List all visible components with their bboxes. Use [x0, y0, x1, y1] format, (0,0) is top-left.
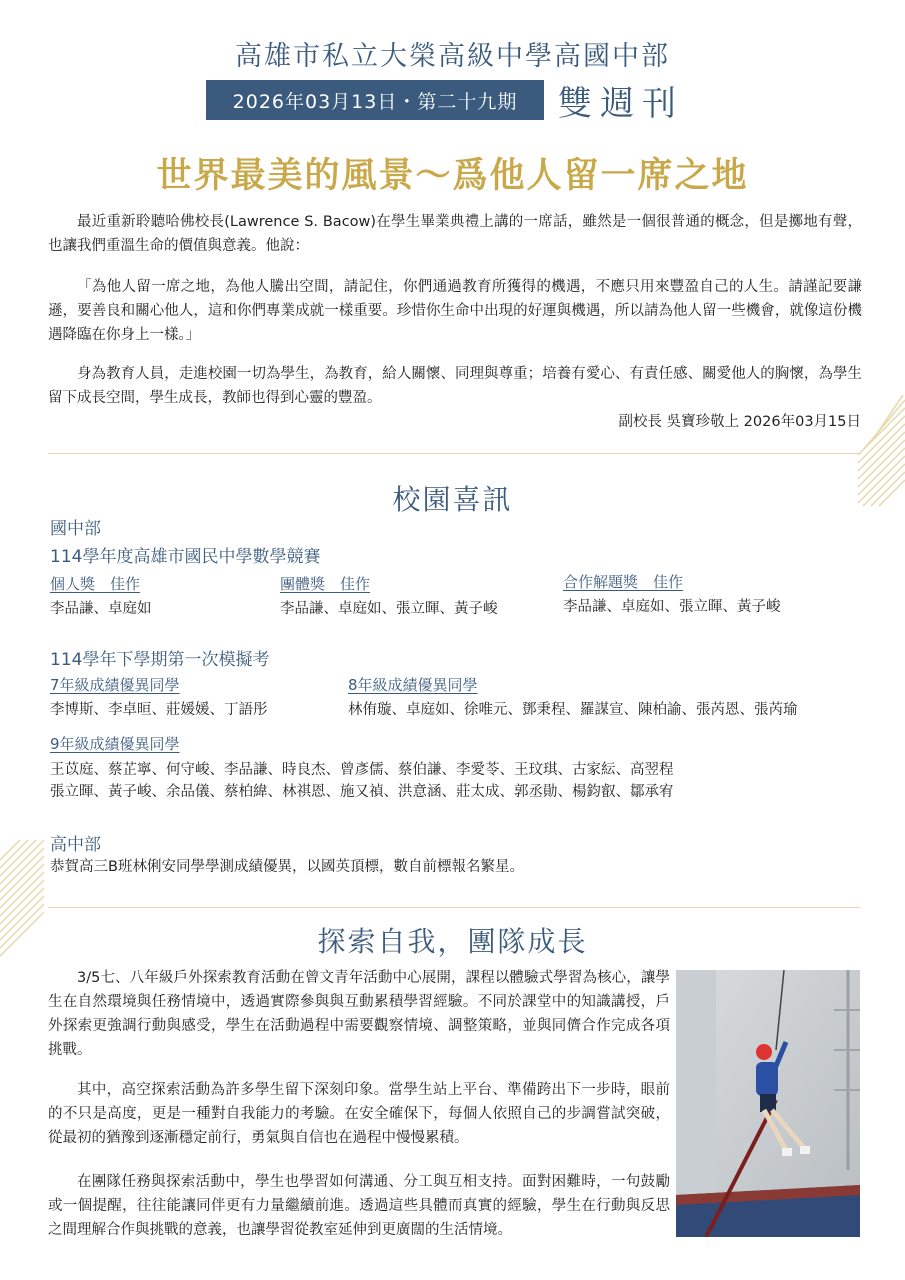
grade8-names: 林侑璇、卓庭如、徐唯元、鄧秉程、羅謀宣、陳柏諭、張芮恩、張芮瑜 — [348, 702, 798, 718]
issue-date-banner — [206, 80, 544, 120]
grade9-label: 9年級成績優異同學 — [50, 735, 180, 753]
issue-date: 2026年03月13日・第二十九期 — [232, 90, 518, 113]
section-divider — [48, 907, 860, 908]
award-individual-label: 個人獎 佳作 — [50, 575, 141, 593]
section-divider — [48, 453, 860, 454]
grade7-names: 李博斯、李卓晅、莊媛媛、丁語彤 — [50, 702, 268, 718]
editorial-signature: 副校長 吳寶珍敬上 2026年03月15日 — [618, 414, 861, 430]
editorial-quote: 「為他人留一席之地，為他人騰出空間，請記住，你們通過教育所獲得的機遇，不應只用來豐盈自己的人生。請謹記要謙遜，要善良和關心他人，這和你們專業成就一樣重要。珍惜你生命中出現的好運與機遇，所以請為他人留一些機會，就像這份機遇降臨在你身上一樣。」 — [48, 279, 862, 343]
feature-title: 探索自我，團隊成長 — [317, 925, 588, 958]
award-team-names: 李品謙、卓庭如、張立暉、黃子峻 — [280, 601, 498, 617]
grade7-label: 7年級成績優異同學 — [50, 676, 180, 694]
news-section-title: 校園喜訊 — [392, 483, 513, 516]
junior-high-label: 國中部 — [50, 519, 101, 539]
grade8-label: 8年級成績優異同學 — [348, 676, 478, 694]
high-ropes-photo — [676, 970, 860, 1237]
award-individual-names: 李品謙、卓庭如 — [50, 601, 152, 617]
editorial-title: 世界最美的風景～爲他人留一席之地 — [156, 155, 749, 196]
editorial-paragraph-1: 最近重新聆聽哈佛校長(Lawrence S. Bacow)在學生畢業典禮上講的一席話，雖然是一個很普通的概念，但是擲地有聲，也讓我們重溫生命的價值與意義。他說： — [48, 214, 862, 254]
school-name: 高雄市私立大榮高級中學高國中部 — [235, 41, 670, 72]
senior-high-label: 高中部 — [50, 835, 101, 855]
editorial-paragraph-3: 身為教育人員，走進校園一切為學生，為教育，給人關懷、同理與尊重；培養有愛心、有責任感、關愛他人的胸懷，為學生留下成長空間，學生成長，教師也得到心靈的豐盈。 — [48, 366, 862, 406]
feature-paragraph-2: 其中，高空探索活動為許多學生留下深刻印象。當學生站上平台、準備跨出下一步時，眼前的不只是高度，更是一種對自我能力的考驗。在安全確保下，每個人依照自己的步調嘗試突破，從最初的猶豫到逐漸穩定前行，勇氣與自信也在過程中慢慢累積。 — [48, 1082, 670, 1146]
award-cooperative-names: 李品謙、卓庭如、張立暉、黃子峻 — [563, 599, 781, 615]
senior-high-news: 恭賀高三B班林俐安同學學測成績優異，以國英頂標，數自前標報名繁星。 — [50, 859, 524, 875]
feature-paragraph-1: 3/5七、八年級戶外探索教育活動在曾文青年活動中心展開，課程以體驗式學習為核心，讓學生在自然環境與任務情境中，透過實際參與與互動累積學習經驗。不同於課堂中的知識講授，戶外探索更強調行動與感受，學生在活動過程中需要觀察情境、調整策略，並與同儕合作完成各項挑戰。 — [48, 970, 670, 1058]
award-cooperative-label: 合作解題獎 佳作 — [563, 573, 684, 591]
grade9-names-line-1: 王苡庭、蔡芷寧、何守峻、李品謙、時良杰、曾彥儒、蔡伯謙、李愛苓、王玟琪、古家紜、高翌程 — [50, 762, 674, 778]
award-team-label: 團體獎 佳作 — [280, 575, 371, 593]
feature-paragraph-3: 在團隊任務與探索活動中，學生也學習如何溝通、分工與互相支持。面對困難時，一句鼓勵或一個提醒，往往能讓同伴更有力量繼續前進。透過這些具體而真實的經驗，學生在行動與反思之間理解合作與挑戰的意義，也讓學習從教室延伸到更廣闊的生活情境。 — [48, 1174, 670, 1238]
grade9-names-line-2: 張立暉、黃子峻、余品儀、蔡柏緯、林祺恩、施又禎、洪意涵、莊太成、郭丞勛、楊鈞叡、鄒承宥 — [50, 784, 674, 800]
math-contest-title: 114學年度高雄市國民中學數學競賽 — [50, 547, 321, 567]
mock-exam-title: 114學年下學期第一次模擬考 — [50, 650, 270, 670]
publication-name: 雙週刊 — [558, 84, 684, 124]
